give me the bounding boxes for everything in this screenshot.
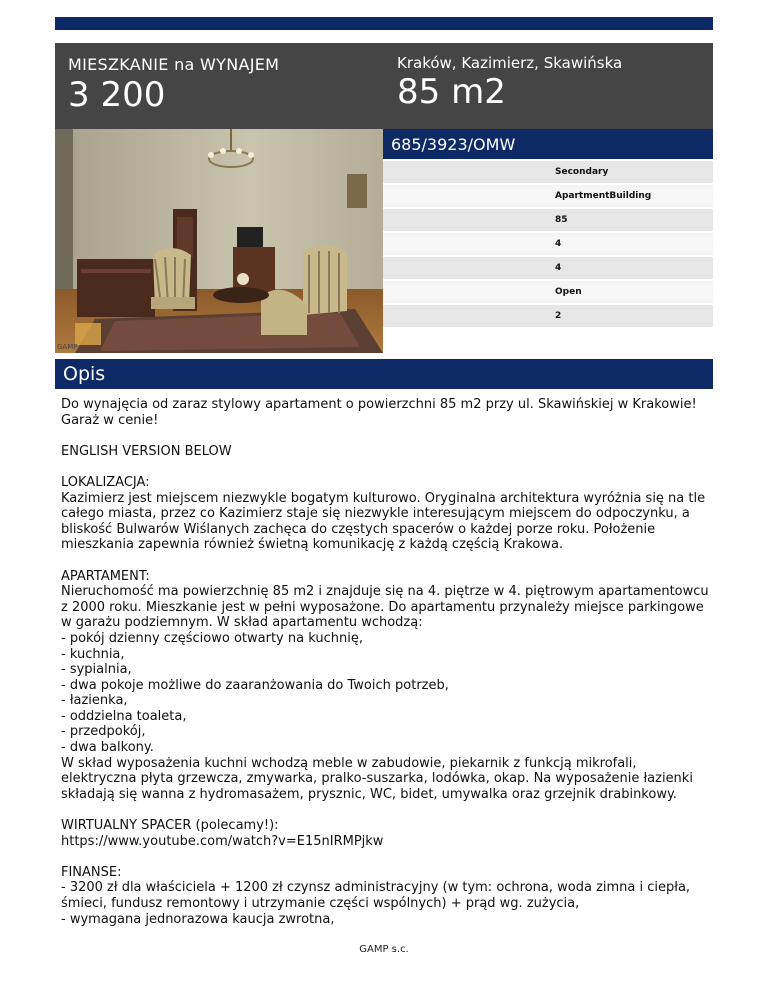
property-value: 4 xyxy=(555,263,562,273)
property-row xyxy=(383,281,713,303)
description-paragraph: APARTAMENT: Nieruchomość ma powierzchnię 85 m2 i znajduje się na 4. piętrze w 4. piętrowym apartamentowcu z 2000 roku. Mieszkanie jest w pełni wyposażone. Do apartamentu przynależy miejsce parkingowe w garażu podziemnym. W skład apartamentu wchodzą: - pokój dzienny częściowo otwarty na kuchnię, - kuchnia, - sypialnia, - dwa pokoje możliwe do zaaranżowania do Twoich potrzeb, - łazienka, - oddzielna toaleta, - przedpokój, - dwa balkony. W skład wyposażenia kuchni wchodzą meble w zabudowie, piekarnik z funkcją mikrofali, elektryczna płyta grzewcza, zmywarka, pralko-suszarka, lodówka, okap. Na wyposażenie łazienki składają się wanna z hydromasażem, prysznic, WC, bidet, umywalka oraz grzejnik drabinkowy. xyxy=(61,568,709,802)
offer-type: MIESZKANIE na WYNAJEM xyxy=(68,55,280,74)
property-value: 4 xyxy=(555,239,562,249)
property-row xyxy=(383,233,713,255)
property-value: 85 xyxy=(555,215,568,225)
property-row xyxy=(383,209,713,231)
property-value: Open xyxy=(555,287,582,297)
description-paragraph: LOKALIZACJA: Kazimierz jest miejscem niezwykle bogatym kulturowo. Oryginalna architektura wyróżnia się na tle całego miasta, przez co Kazimierz staje się niezwykle interesującym miejscem do odpoczynku, a bliskość Bulwarów Wiślanych zachęca do częstych spacerów o każdej porze roku. Położenie mieszkania zapewnia również świetną komunikację z każdą częścią Krakowa. xyxy=(61,474,706,553)
property-row xyxy=(383,257,713,279)
description-paragraph: Do wynajęcia od zaraz stylowy apartament o powierzchni 85 m2 przy ul. Skawińskiej w Krakowie! Garaż w cenie! xyxy=(61,397,697,428)
property-row xyxy=(383,161,713,183)
reference-bar xyxy=(383,129,713,159)
properties-table xyxy=(383,161,713,329)
reference-number: 685/3923/OMW xyxy=(391,135,516,154)
listing-photo xyxy=(55,129,383,353)
property-row xyxy=(383,185,713,207)
offer-price: 3 200 xyxy=(68,75,166,115)
listing-header xyxy=(55,43,713,129)
photo-watermark: GAMP xyxy=(57,343,78,351)
description-paragraph: ENGLISH VERSION BELOW xyxy=(61,443,232,459)
top-accent-bar xyxy=(55,17,713,30)
description-body xyxy=(61,397,711,943)
offer-area: 85 m2 xyxy=(397,72,506,112)
description-paragraph: FINANSE: - 3200 zł dla właściciela + 1200 zł czynsz administracyjny (w tym: ochrona, woda zimna i ciepła, śmieci, fundusz remontowy i utrzymanie części wspólnych) + prąd wg. zużycia, - wymagana jednorazowa kaucja zwrotna, xyxy=(61,864,691,927)
property-value: ApartmentBuilding xyxy=(555,191,652,201)
offer-location: Kraków, Kazimierz, Skawińska xyxy=(397,54,623,72)
property-value: Secondary xyxy=(555,167,609,177)
page-footer: GAMP s.c. xyxy=(359,944,409,955)
section-title: Opis xyxy=(63,363,106,385)
property-row xyxy=(383,305,713,327)
property-value: 2 xyxy=(555,311,562,321)
description-section-header xyxy=(55,359,713,389)
description-paragraph: WIRTUALNY SPACER (polecamy!): https://www.youtube.com/watch?v=E15nIRMPjkw xyxy=(61,818,384,849)
